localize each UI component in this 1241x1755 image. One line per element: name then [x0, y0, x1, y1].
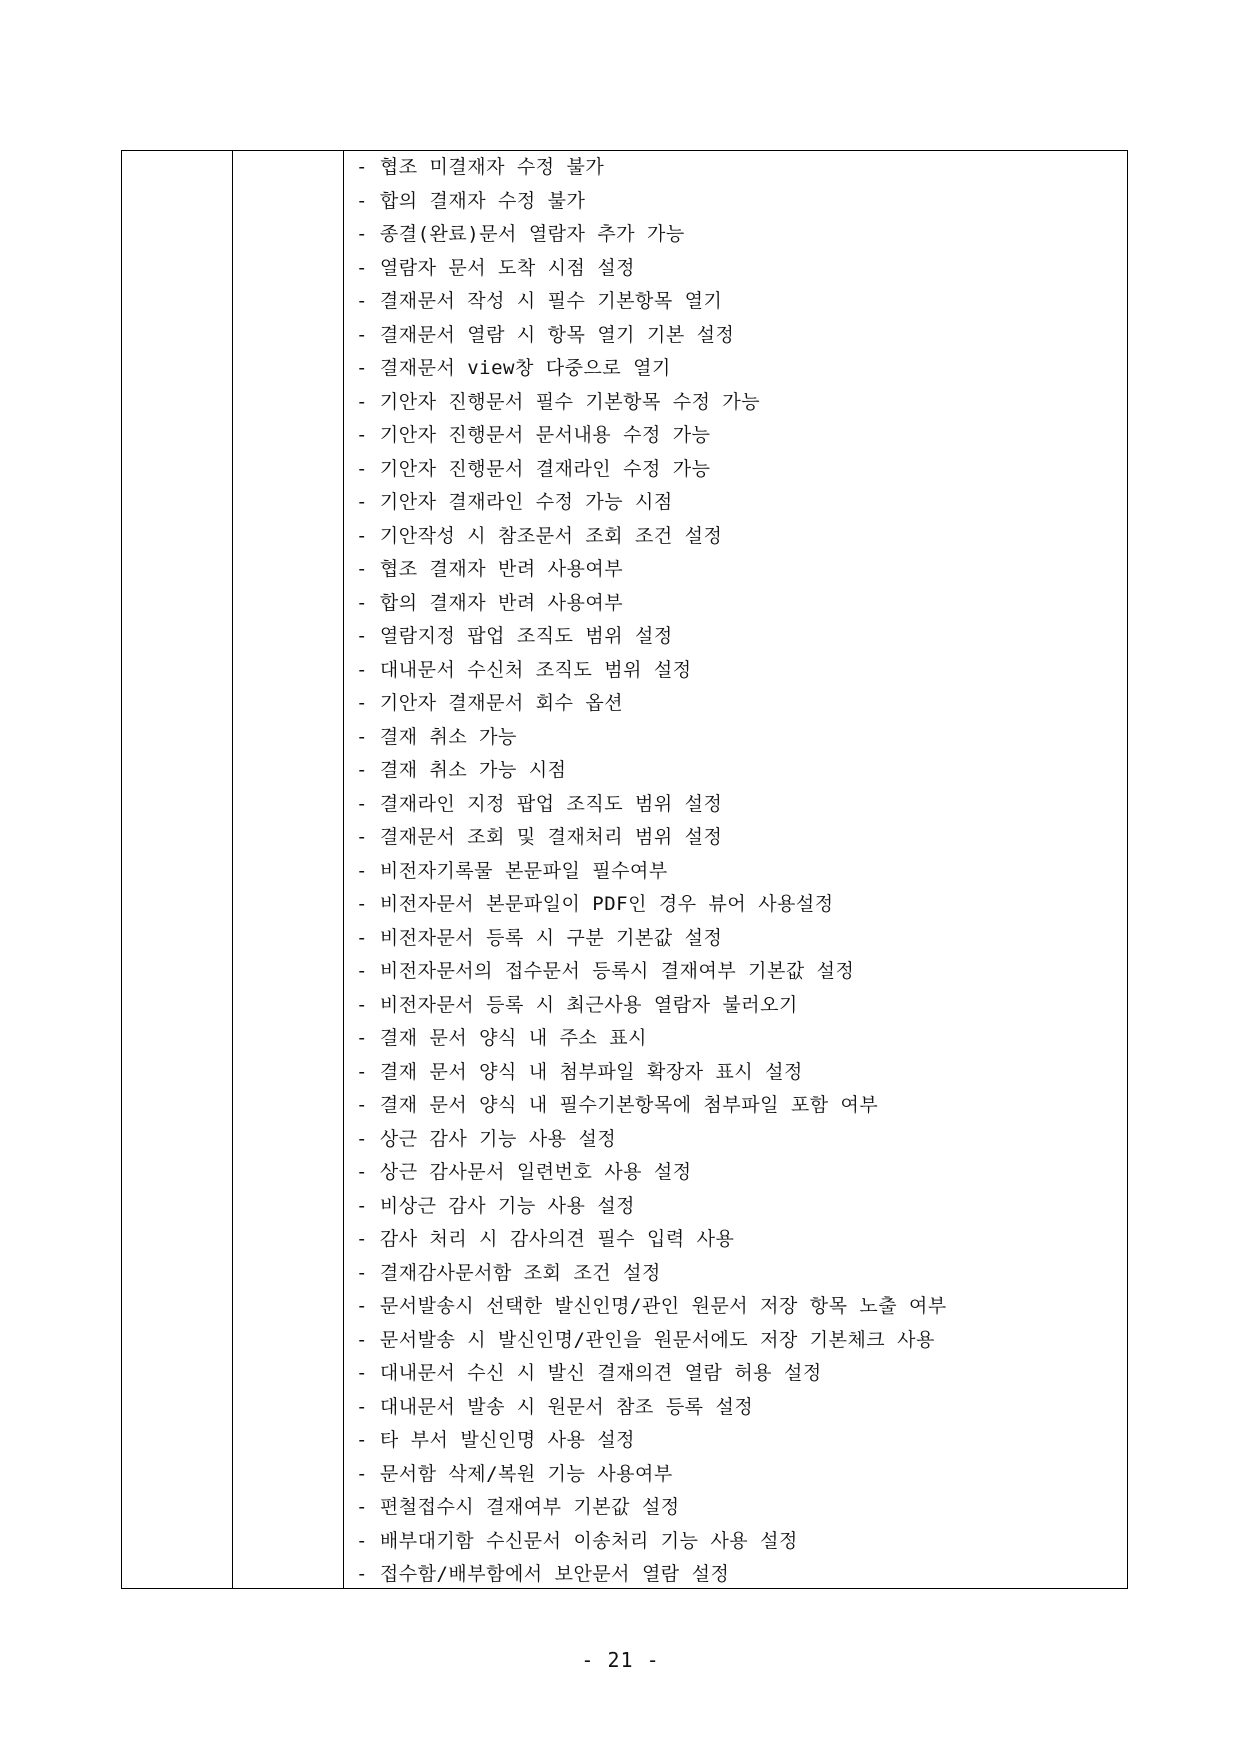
list-item: - 종결(완료)문서 열람자 추가 가능: [356, 223, 685, 245]
list-item: - 접수함/배부함에서 보안문서 열람 설정: [356, 1563, 730, 1585]
list-item: - 열람자 문서 도착 시점 설정: [356, 256, 636, 279]
list-item: - 기안자 진행문서 필수 기본항목 수정 가능: [356, 390, 761, 413]
list-item: - 열람지정 팝업 조직도 범위 설정: [356, 625, 673, 647]
list-item: - 감사 처리 시 감사의견 필수 입력 사용: [356, 1228, 735, 1250]
list-item: - 결재 문서 양식 내 필수기본항목에 첨부파일 포함 여부: [356, 1094, 879, 1116]
list-item: - 문서발송시 선택한 발신인명/관인 원문서 저장 항목 노출 여부: [356, 1295, 947, 1317]
list-item: - 결재 문서 양식 내 주소 표시: [356, 1027, 647, 1049]
list-item: - 문서발송 시 발신인명/관인을 원문서에도 저장 기본체크 사용: [356, 1328, 935, 1351]
list-item: - 타 부서 발신인명 사용 설정: [356, 1429, 636, 1451]
list-item: - 상근 감사 기능 사용 설정: [356, 1127, 617, 1150]
list-item: - 대내문서 수신처 조직도 범위 설정: [356, 658, 692, 681]
list-item: - 결재문서 view창 다중으로 열기: [356, 357, 671, 379]
list-item: - 기안자 진행문서 문서내용 수정 가능: [356, 424, 711, 446]
list-item: - 기안작성 시 참조문서 조회 조건 설정: [356, 524, 723, 547]
list-item: - 결재라인 지정 팝업 조직도 범위 설정: [356, 792, 723, 815]
list-item: - 배부대기함 수신문서 이송처리 기능 사용 설정: [356, 1529, 798, 1552]
table-column-items: [344, 151, 1127, 1588]
list-item: - 문서함 삭제/복원 기능 사용여부: [356, 1462, 673, 1485]
list-item: - 비전자문서의 접수문서 등록시 결재여부 기본값 설정: [356, 960, 855, 982]
list-item: - 비전자문서 본문파일이 PDF인 경우 뷰어 사용설정: [356, 893, 834, 915]
list-item: - 결재문서 조회 및 결재처리 범위 설정: [356, 826, 723, 848]
list-item: - 편철접수시 결재여부 기본값 설정: [356, 1496, 680, 1518]
list-item: - 결재 취소 가능 시점: [356, 759, 567, 781]
page-number: - 21 -: [581, 1648, 660, 1672]
list-item: - 대내문서 발송 시 원문서 참조 등록 설정: [356, 1395, 754, 1418]
list-item: - 결재 문서 양식 내 첨부파일 확장자 표시 설정: [356, 1060, 803, 1083]
list-item: - 상근 감사문서 일련번호 사용 설정: [356, 1161, 692, 1183]
settings-table: [121, 150, 1128, 1589]
list-item: - 협조 결재자 반려 사용여부: [356, 558, 624, 580]
list-item: - 비전자문서 등록 시 최근사용 열람자 불러오기: [356, 993, 798, 1016]
list-item: - 기안자 진행문서 결재라인 수정 가능: [356, 457, 711, 480]
list-item: - 결재감사문서함 조회 조건 설정: [356, 1261, 661, 1284]
list-item: - 비전자문서 등록 시 구분 기본값 설정: [356, 926, 723, 949]
list-item: - 비상근 감사 기능 사용 설정: [356, 1194, 636, 1217]
list-item: - 결재 취소 가능: [356, 725, 517, 748]
list-item: - 합의 결재자 수정 불가: [356, 189, 586, 212]
table-column-category: [122, 151, 233, 1588]
settings-item-list: [356, 151, 1127, 1592]
list-item: - 결재문서 작성 시 필수 기본항목 열기: [356, 290, 723, 312]
list-item: - 대내문서 수신 시 발신 결재의견 열람 허용 설정: [356, 1362, 822, 1384]
list-item: - 기안자 결재문서 회수 옵션: [356, 692, 624, 714]
list-item: - 협조 미결재자 수정 불가: [356, 156, 605, 178]
list-item: - 합의 결재자 반려 사용여부: [356, 591, 624, 614]
table-column-subcategory: [233, 151, 344, 1588]
list-item: - 비전자기록물 본문파일 필수여부: [356, 859, 668, 882]
list-item: - 결재문서 열람 시 항목 열기 기본 설정: [356, 323, 735, 346]
list-item: - 기안자 결재라인 수정 가능 시점: [356, 491, 673, 513]
